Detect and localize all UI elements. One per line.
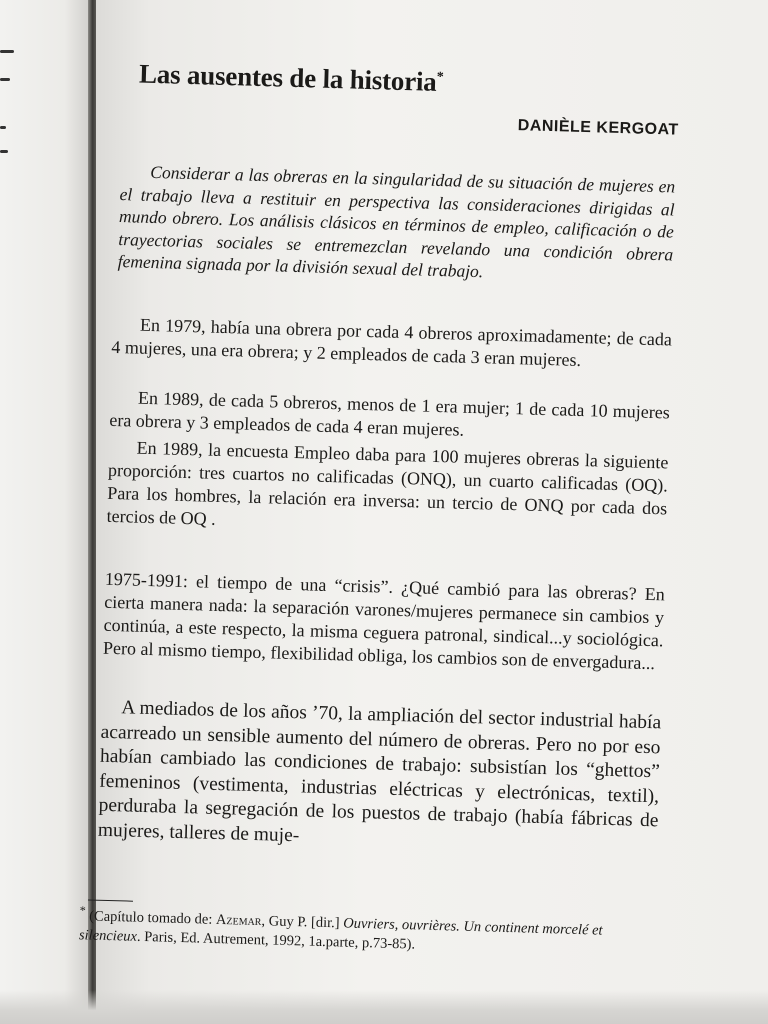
body-paragraph: En 1989, de cada 5 obreros, menos de 1 era mujer; 1 de cada 10 mujeres era obrera y 3 empleados de cada 4 eran mujeres. [109, 387, 671, 440]
adjacent-page-mark [0, 150, 8, 153]
footnote-author: Azemar [215, 911, 262, 930]
body-paragraph: 1975-1991: el tiempo de una “crisis”. ¿Qué cambió para las obreras? En cierta manera nada: la separación varones/mujeres permanece sin cambios y continúa, a este respecto, la misma ceguera patronal, sindical...y sociológica. Pero al mismo tiempo, flexibilidad obliga, los cambios son de envergadura... [102, 568, 666, 674]
footnote-marker: * [79, 903, 86, 918]
adjacent-page-mark [0, 50, 14, 53]
footnote-prefix: (Capítulo tomado de: [88, 908, 217, 928]
body-paragraph: A mediados de los años ’70, la ampliación del sector industrial había acarreado un sensible aumento del número de obreras. Pero no por eso habían cambiado las condiciones de trabajo: subsistían los “ghettos” femeninos (vestimenta, industrias eléctricas y electrónicas, textil), perduraba la segregación de los puestos de trabajo (había fábricas de mujeres, talleres de muje- [97, 697, 662, 846]
footnote-publication: . Paris, Ed. Autrement, 1992, 1a.parte, p.73-85). [136, 928, 416, 953]
adjacent-page-mark [0, 126, 6, 129]
chapter-abstract: Considerar a las obreras en la singularidad de su situación de mujeres en el trabajo lleva a restituir en perspectiva las consideraciones dirigidas al mundo obrero. Los análisis clásicos en términos de empleo, calificación o de trayectorias sociales se entremezclan revelando una condición obrera femenina signada por la división sexual del trabajo. [117, 161, 676, 282]
body-paragraph: En 1979, había una obrera por cada 4 obreros aproximadamente; de cada 4 mujeres, una era obrera; y 2 empleados de cada 3 eran mujeres. [111, 314, 673, 370]
body-paragraph: En 1989, la encuesta Empleo daba para 100 mujeres obreras la siguiente proporción: tres cuartos no calificadas (ONQ), un cuarto calificadas (OQ). Para los hombres, la relación era inversa: un tercio de ONQ por cada dos tercios de OQ . [106, 437, 669, 529]
footnote-work-title: Ouvriers, ouvrières. Un continent morcelé et silencieux [78, 915, 603, 945]
chapter-title-text: Las ausentes de la historia [138, 58, 437, 97]
footnote-editor: , Guy P. [dir.] [261, 913, 344, 932]
adjacent-page-edge [0, 0, 92, 1024]
adjacent-page-mark [0, 78, 10, 81]
title-footnote-mark: * [436, 69, 444, 86]
page-bottom-shadow [0, 990, 768, 1024]
chapter-author: DANIÈLE KERGOAT [517, 117, 679, 139]
